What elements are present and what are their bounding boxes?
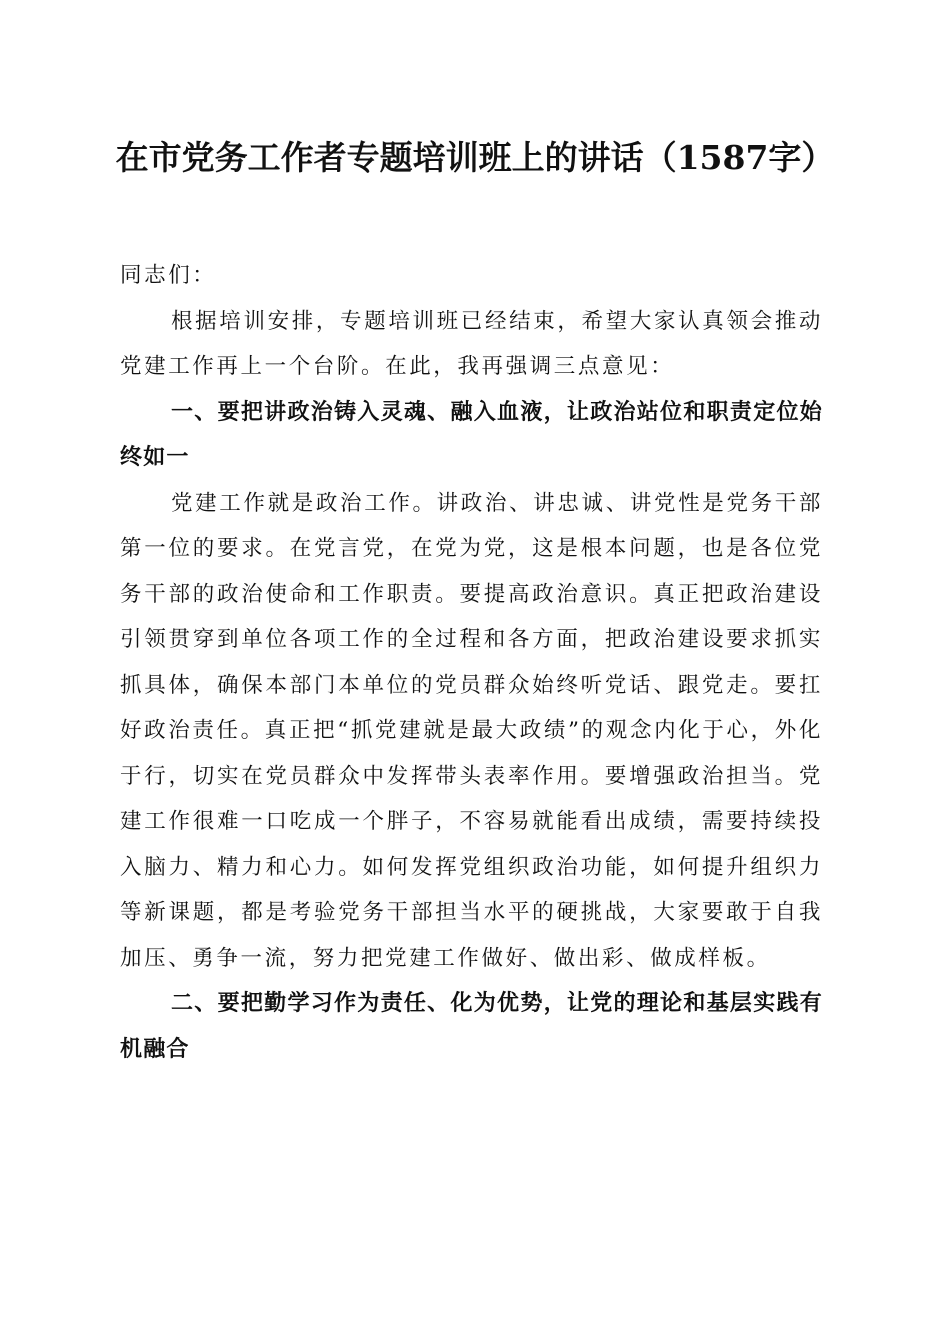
salutation: 同志们： [120,263,217,288]
section-1-paragraph: 党建工作就是政治工作。讲政治、讲忠诚、讲党性是党务干部第一位的要求。在党言党，在党为党，这是根本问题，也是各位党务干部的政治使命和工作职责。要提高政治意识。真正把政治建设引领贯穿到单位各项工作的全过程和各方面，把政治建设要求抓实抓具体，确保本部门本单位的党员群众始终听党话、跟党走。要扛好政治责任。真正把“抓党建就是最大政绩”的观念内化于心，外化于行，切实在党员群众中发挥带头表率作用。要增强政治担当。党建工作很难一口吃成一个胖子，不容易就能看出成绩，需要持续投入脑力、精力和心力。如何发挥党组织政治功能，如何提升组织力等新课题，都是考验党务干部担当水平的硬挑战，大家要敢于自我加压、勇争一流，努力把党建工作做好、做出彩、做成样板。 [120,490,823,971]
section-1-heading: 一、要把讲政治铸入灵魂、融入血液，让政治站位和职责定位始终如一 [120,399,823,470]
document-title: 在市党务工作者专题培训班上的讲话（1587字） [115,138,835,177]
intro-paragraph: 根据培训安排，专题培训班已经结束，希望大家认真领会推动党建工作再上一个台阶。在此，我再强调三点意见： [120,308,823,379]
document-body [120,253,823,1072]
section-2-heading: 二、要把勤学习作为责任、化为优势，让党的理论和基层实践有机融合 [120,991,823,1062]
